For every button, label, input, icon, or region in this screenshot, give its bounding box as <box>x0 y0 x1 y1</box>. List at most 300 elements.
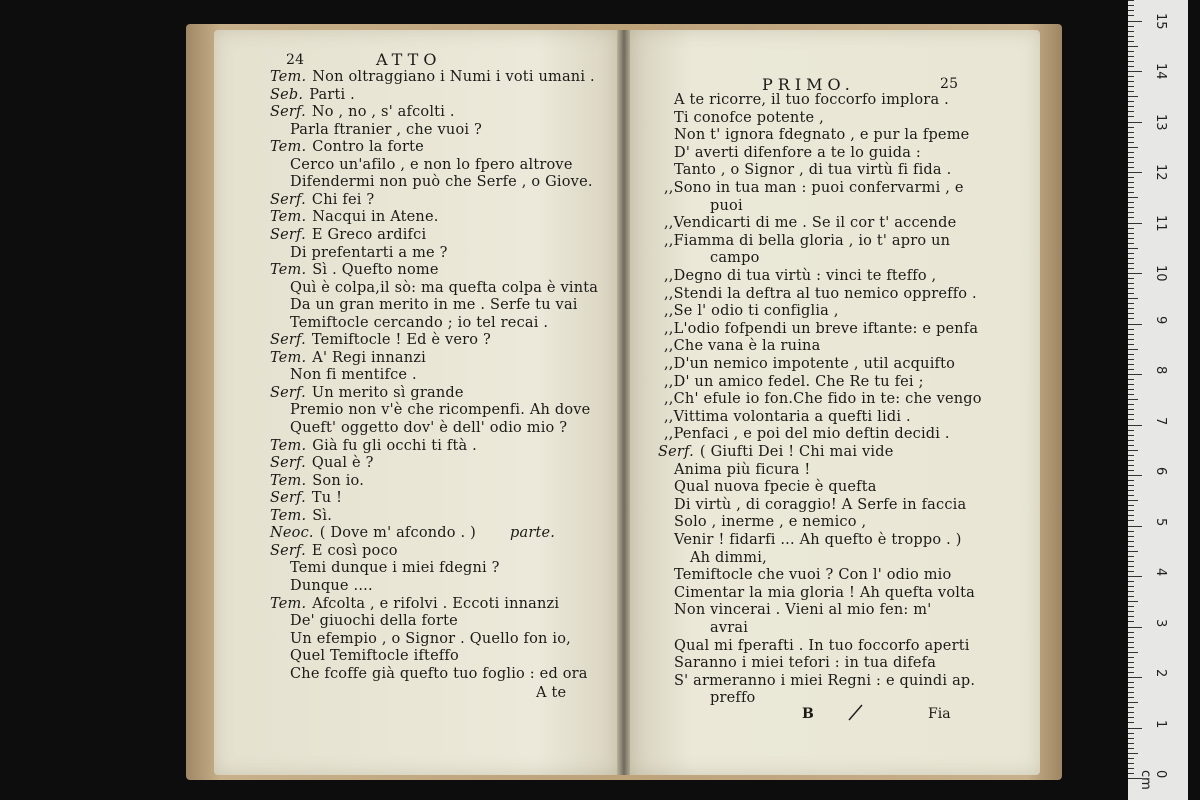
ruler-tick <box>1128 632 1134 633</box>
line-text: puoi <box>710 197 743 214</box>
ruler-tick <box>1128 389 1134 390</box>
ruler-tick <box>1128 556 1134 557</box>
text-line <box>270 438 477 455</box>
catchword: A te <box>536 685 567 702</box>
line-text: Difendermi non può che Serfe , o Giove. <box>290 174 593 191</box>
speaker-name: Tem. <box>270 209 307 226</box>
ruler-tick <box>1128 586 1134 587</box>
ruler-tick <box>1128 642 1134 643</box>
ruler-tick <box>1128 111 1134 112</box>
ruler-tick <box>1128 273 1142 274</box>
ruler-tick <box>1128 404 1134 405</box>
ruler-tick <box>1128 233 1134 234</box>
text-line <box>664 409 911 426</box>
ruler-tick <box>1128 490 1134 491</box>
line-text: Ah dimmi, <box>690 549 767 566</box>
text-line <box>674 127 969 144</box>
text-line <box>664 391 982 408</box>
ruler-tick <box>1128 419 1134 420</box>
line-text: ,,Se l' odio ti configlia , <box>664 303 839 320</box>
text-line <box>270 543 398 560</box>
ruler-tick <box>1128 46 1138 47</box>
ruler-tick <box>1128 515 1134 516</box>
ruler-tick <box>1128 293 1134 294</box>
ruler-label: 12 <box>1153 164 1168 181</box>
line-text: Dunque .... <box>290 577 373 594</box>
ruler-tick <box>1128 500 1138 501</box>
ruler-tick <box>1128 460 1134 461</box>
ruler-tick <box>1128 510 1134 511</box>
line-text: Già fu gli occhi ti ftà . <box>312 437 477 454</box>
ruler-tick <box>1128 753 1138 754</box>
ruler-label: 0 cm <box>1138 770 1168 790</box>
line-text: ,,Fiamma di bella gloria , io t' apro un <box>664 232 951 249</box>
ruler-tick <box>1128 283 1134 284</box>
text-line <box>290 648 459 665</box>
ruler-tick <box>1128 248 1138 249</box>
signature-mark: B <box>802 706 814 722</box>
left-page <box>214 30 618 775</box>
line-text: Sì . Quefto nome <box>312 262 439 279</box>
ruler-label: 4 <box>1153 568 1168 577</box>
right-page <box>630 30 1040 775</box>
text-line <box>270 490 342 507</box>
ruler-tick <box>1128 349 1138 350</box>
ruler-tick <box>1128 409 1134 410</box>
line-text: De' giuochi della forte <box>290 613 458 630</box>
text-line <box>290 631 571 648</box>
ruler-tick <box>1128 298 1138 299</box>
text-line <box>270 455 374 472</box>
ruler-tick <box>1128 647 1134 648</box>
text-line <box>290 245 448 262</box>
line-text: A' Regi innanzi <box>312 349 426 366</box>
ruler-tick <box>1128 672 1134 673</box>
text-line <box>290 315 548 332</box>
line-text: Son io. <box>312 472 365 489</box>
ruler-tick <box>1128 41 1134 42</box>
ruler-tick <box>1128 384 1134 385</box>
ruler-tick <box>1128 662 1134 663</box>
ruler-tick <box>1128 712 1134 713</box>
ruler-tick <box>1128 440 1134 441</box>
ruler-tick <box>1128 86 1134 87</box>
ruler-tick <box>1128 142 1134 143</box>
text-line <box>270 69 595 86</box>
line-text: E Greco ardifci <box>311 226 427 243</box>
line-text: ,,Che vana è la ruina <box>664 338 821 355</box>
ruler-tick <box>1128 207 1134 208</box>
line-text: Afcolta , e rifolvi . Eccoti innanzi <box>312 595 560 612</box>
ruler-tick <box>1128 10 1134 11</box>
line-text: Temiftocle che vuoi ? Con l' odio mio <box>674 567 952 584</box>
text-line <box>270 385 464 402</box>
ruler-tick <box>1128 763 1134 764</box>
text-line <box>664 215 956 232</box>
ruler-tick <box>1128 748 1134 749</box>
line-text: E così poco <box>311 542 398 559</box>
ruler-tick <box>1128 162 1134 163</box>
speaker-name: Serf. <box>270 455 306 472</box>
ruler-tick <box>1128 455 1134 456</box>
ruler-tick <box>1128 571 1134 572</box>
measuring-ruler <box>1128 0 1188 800</box>
ruler-tick <box>1128 566 1134 567</box>
ruler-tick <box>1128 263 1134 264</box>
ruler-tick <box>1128 541 1134 542</box>
line-text: Non t' ignora fdegnato , e pur la fpeme <box>674 127 970 144</box>
ruler-tick <box>1128 702 1138 703</box>
running-head: PRIMO. <box>762 75 855 94</box>
ruler-tick <box>1128 217 1134 218</box>
line-text: Qual nuova fpecie è quefta <box>674 479 877 496</box>
ruler-tick <box>1128 536 1134 537</box>
ruler-tick <box>1128 692 1134 693</box>
line-text: Qual è ? <box>311 455 374 472</box>
text-line <box>710 198 743 215</box>
ruler-tick <box>1128 212 1134 213</box>
speaker-name: Tem. <box>270 507 307 524</box>
line-text: Queft' oggetto dov' è dell' odio mio ? <box>290 420 568 436</box>
ruler-tick <box>1128 369 1134 370</box>
line-text: Tu ! <box>311 490 343 507</box>
ruler-tick <box>1128 253 1134 254</box>
ruler-tick <box>1128 187 1134 188</box>
ruler-label: 3 <box>1153 618 1168 627</box>
line-text: ,,Degno di tua virtù : vinci te fteffo , <box>664 268 937 284</box>
line-text: ,,Vittima volontaria a quefti lidi . <box>664 408 911 425</box>
ruler-tick <box>1128 551 1138 552</box>
ruler-tick <box>1128 0 1134 1</box>
text-line <box>664 356 955 373</box>
ruler-tick <box>1128 303 1134 304</box>
ruler-tick <box>1128 364 1134 365</box>
ruler-tick <box>1128 430 1134 431</box>
line-text: Non vincerai . Vieni al mio fen: m' <box>674 602 932 619</box>
ruler-tick <box>1128 637 1134 638</box>
text-line <box>290 157 573 174</box>
ruler-tick <box>1128 101 1134 102</box>
ruler-tick <box>1128 182 1134 183</box>
ruler-label: 2 <box>1153 669 1168 678</box>
text-line <box>710 250 760 267</box>
speaker-name: Serf. <box>270 332 306 349</box>
text-line <box>674 462 810 479</box>
running-head: ATTO <box>376 50 442 69</box>
ruler-tick <box>1128 743 1134 744</box>
text-line <box>290 402 590 419</box>
ruler-tick <box>1128 15 1134 16</box>
line-text: Solo , inerme , e nemico , <box>674 514 867 531</box>
ruler-tick <box>1128 238 1134 239</box>
speaker-name: Serf. <box>270 542 306 559</box>
ruler-tick <box>1128 36 1134 37</box>
ruler-tick <box>1128 127 1134 128</box>
line-text: Di virtù , di coraggio! A Serfe in faccia <box>674 496 967 513</box>
ruler-tick <box>1128 122 1142 123</box>
speaker-name: Serf. <box>270 104 306 121</box>
text-line <box>270 473 364 490</box>
ruler-tick <box>1128 339 1134 340</box>
line-text: ( Giufti Dei ! Chi mai vide <box>699 444 894 460</box>
line-text: Quì è colpa,il sò: ma quefta colpa è vinta <box>290 279 599 296</box>
text-line <box>710 690 755 707</box>
ruler-tick <box>1128 192 1134 193</box>
ruler-label: 1 <box>1153 719 1168 728</box>
ruler-tick <box>1128 591 1134 592</box>
ruler-tick <box>1128 425 1142 426</box>
text-line <box>664 426 950 443</box>
text-line <box>674 110 824 127</box>
ruler-tick <box>1128 379 1134 380</box>
ruler-tick <box>1128 717 1134 718</box>
text-line <box>674 479 877 496</box>
ruler-tick <box>1128 313 1134 314</box>
line-text: avrai <box>710 620 749 636</box>
text-line <box>658 444 893 461</box>
ruler-tick <box>1128 21 1142 22</box>
ruler-label: 9 <box>1153 315 1168 324</box>
ruler-tick <box>1128 561 1134 562</box>
text-line <box>674 532 962 549</box>
ruler-tick <box>1128 354 1134 355</box>
text-line <box>674 514 866 531</box>
ruler-tick <box>1128 627 1142 628</box>
text-line <box>270 139 424 156</box>
ruler-tick <box>1128 228 1134 229</box>
speaker-name: Tem. <box>270 262 307 279</box>
line-text: Da un gran merito in me . Serfe tu vai <box>290 297 578 314</box>
ruler-tick <box>1128 81 1134 82</box>
ruler-label: 8 <box>1153 366 1168 375</box>
ruler-tick <box>1128 359 1134 360</box>
ruler-tick <box>1128 414 1134 415</box>
line-text: campo <box>710 250 760 267</box>
ruler-tick <box>1128 606 1134 607</box>
line-text: Chi fei ? <box>311 191 375 208</box>
ruler-tick <box>1128 526 1142 527</box>
ruler-tick <box>1128 137 1134 138</box>
text-line <box>290 297 578 314</box>
ruler-tick <box>1128 722 1134 723</box>
speaker-name: Tem. <box>270 139 307 156</box>
ruler-tick <box>1128 76 1134 77</box>
ruler-tick <box>1128 657 1134 658</box>
ruler-label: 7 <box>1153 416 1168 425</box>
ruler-label: 15 <box>1153 12 1168 30</box>
ruler-tick <box>1128 31 1134 32</box>
speaker-name: Tem. <box>270 437 307 454</box>
speaker-name: Serf. <box>270 384 306 401</box>
text-line <box>664 286 977 303</box>
ruler-tick <box>1128 485 1134 486</box>
ruler-tick <box>1128 707 1134 708</box>
ruler-tick <box>1128 728 1142 729</box>
line-text: Un merito sì grande <box>311 384 464 401</box>
ruler-tick <box>1128 26 1134 27</box>
line-text: Tanto , o Signor , di tua virtù fi fida . <box>674 162 952 179</box>
ruler-label: 5 <box>1153 517 1168 526</box>
ruler-label: 10 <box>1153 265 1168 282</box>
ruler-tick <box>1128 475 1142 476</box>
line-text: preffo <box>710 690 756 707</box>
ruler-tick <box>1128 505 1134 506</box>
ruler-tick <box>1128 621 1134 622</box>
ruler-tick <box>1128 450 1138 451</box>
ruler-tick <box>1128 495 1134 496</box>
line-text: Quel Temiftocle ifteffo <box>290 648 459 665</box>
text-line <box>664 268 936 285</box>
line-text: ,,Sono in tua man : puoi confervarmi , e <box>664 180 964 196</box>
speaker-name: Serf. <box>658 444 694 460</box>
ruler-tick <box>1128 616 1134 617</box>
ruler-tick <box>1128 288 1134 289</box>
ruler-tick <box>1128 329 1134 330</box>
text-line <box>270 192 374 209</box>
line-text: ,,Penfaci , e poi del mio deftin decidi . <box>664 426 950 443</box>
text-line <box>674 497 966 514</box>
ruler-label: 14 <box>1153 63 1168 80</box>
ruler-tick <box>1128 773 1134 774</box>
line-text: Temi dunque i miei fdegni ? <box>290 560 500 577</box>
ruler-tick <box>1128 324 1142 325</box>
ruler-tick <box>1128 758 1134 759</box>
ruler-tick <box>1128 258 1134 259</box>
text-line <box>674 673 975 690</box>
text-line <box>674 585 975 602</box>
ruler-tick <box>1128 61 1134 62</box>
ruler-tick <box>1128 157 1134 158</box>
text-line <box>664 303 839 320</box>
page-number: 24 <box>286 52 305 68</box>
ruler-tick <box>1128 601 1138 602</box>
speaker-name: Tem. <box>270 69 307 85</box>
ruler-tick <box>1128 470 1134 471</box>
ruler-tick <box>1128 243 1134 244</box>
ruler-tick <box>1128 71 1142 72</box>
ruler-tick <box>1128 738 1134 739</box>
ruler-tick <box>1128 344 1134 345</box>
text-line <box>664 180 964 197</box>
speaker-name: Tem. <box>270 595 307 612</box>
text-line <box>674 162 951 179</box>
line-text: Sì. <box>312 507 333 524</box>
ruler-tick <box>1128 278 1134 279</box>
ruler-tick <box>1128 223 1142 224</box>
line-text: ,,Ch' efule io fon.Che fido in te: che vengo <box>664 391 982 408</box>
stage-direction: parte. <box>510 525 556 542</box>
ruler-tick <box>1128 202 1134 203</box>
ruler-tick <box>1128 91 1134 92</box>
text-line <box>270 209 439 226</box>
ruler-tick <box>1128 394 1134 395</box>
line-text: Anima più ficura ! <box>674 461 811 478</box>
text-line <box>674 655 936 672</box>
ruler-tick <box>1128 435 1134 436</box>
ruler-tick <box>1128 318 1134 319</box>
line-text: Di prefentarti a me ? <box>290 244 448 261</box>
ruler-tick <box>1128 687 1134 688</box>
text-line <box>674 145 921 162</box>
text-line <box>270 87 355 104</box>
speaker-name: Tem. <box>270 472 307 489</box>
text-line <box>664 233 950 250</box>
ruler-tick <box>1128 116 1134 117</box>
ruler-tick <box>1128 308 1134 309</box>
text-line <box>290 666 588 683</box>
book-gutter <box>617 30 631 775</box>
line-text: ( Dove m' afcondo . ) <box>319 525 476 542</box>
text-line <box>290 578 373 595</box>
text-line <box>664 374 924 391</box>
text-line <box>270 332 491 349</box>
ruler-tick <box>1128 334 1134 335</box>
text-line <box>270 525 476 542</box>
ruler-tick <box>1128 106 1134 107</box>
line-text: ,,D' un amico fedel. Che Re tu fei ; <box>664 373 924 390</box>
ruler-tick <box>1128 697 1134 698</box>
line-text: D' averti difenfore a te lo guida : <box>674 144 921 161</box>
page-number: 25 <box>940 76 959 92</box>
ruler-tick <box>1128 546 1134 547</box>
ruler-label: 11 <box>1153 214 1168 232</box>
speaker-name: Tem. <box>270 349 307 366</box>
speaker-name: Seb. <box>270 86 304 103</box>
line-text: ,,Stendi la deftra al tuo nemico oppreffo . <box>664 285 977 302</box>
ruler-tick <box>1128 667 1134 668</box>
line-text: Cimentar la mia gloria ! Ah quefta volta <box>674 584 975 601</box>
line-text: S' armeranno i miei Regni : e quindi ap. <box>674 672 976 689</box>
text-line <box>674 92 949 109</box>
text-line <box>290 560 500 577</box>
line-text: Nacqui in Atene. <box>312 209 439 226</box>
ruler-tick <box>1128 733 1134 734</box>
ruler-tick <box>1128 197 1138 198</box>
text-line <box>270 262 439 279</box>
text-line <box>270 596 559 613</box>
line-text: Qual mi fperafti . In tuo foccorfo aperti <box>674 637 970 654</box>
ruler-tick <box>1128 768 1134 769</box>
catchword: Fia <box>928 706 951 722</box>
ruler-tick <box>1128 611 1134 612</box>
line-text: Contro la forte <box>312 139 424 156</box>
text-line <box>290 280 598 297</box>
ruler-tick <box>1128 268 1134 269</box>
line-text: ,,L'odio fofpendi un breve iftante: e penfa <box>664 320 979 337</box>
line-text: Saranno i miei tefori : in tua difefa <box>674 655 937 672</box>
ruler-tick <box>1128 596 1134 597</box>
line-text: Venir ! fidarfi ... Ah quefto è troppo . ) <box>674 532 962 548</box>
text-line <box>270 508 332 525</box>
line-text: Che fcoffe già quefto tuo foglio : ed ora <box>290 665 588 682</box>
line-text: No , no , s' afcolti . <box>311 104 455 121</box>
line-text: Parti . <box>309 86 355 103</box>
ruler-tick <box>1128 66 1134 67</box>
ruler-tick <box>1128 652 1138 653</box>
text-line <box>690 550 767 567</box>
line-text: ,,D'un nemico impotente , util acquifto <box>664 356 956 372</box>
ruler-tick <box>1128 374 1142 375</box>
ruler-tick <box>1128 152 1134 153</box>
line-text: Cerco un'afilo , e non lo fpero altrove <box>290 156 573 173</box>
ruler-tick <box>1128 96 1138 97</box>
ruler-tick <box>1128 581 1134 582</box>
ruler-tick <box>1128 399 1138 400</box>
ruler-label: 6 <box>1153 467 1168 476</box>
text-line <box>664 321 978 338</box>
line-text: Premio non v'è che ricompenfi. Ah dove <box>290 402 591 419</box>
text-line <box>270 227 426 244</box>
